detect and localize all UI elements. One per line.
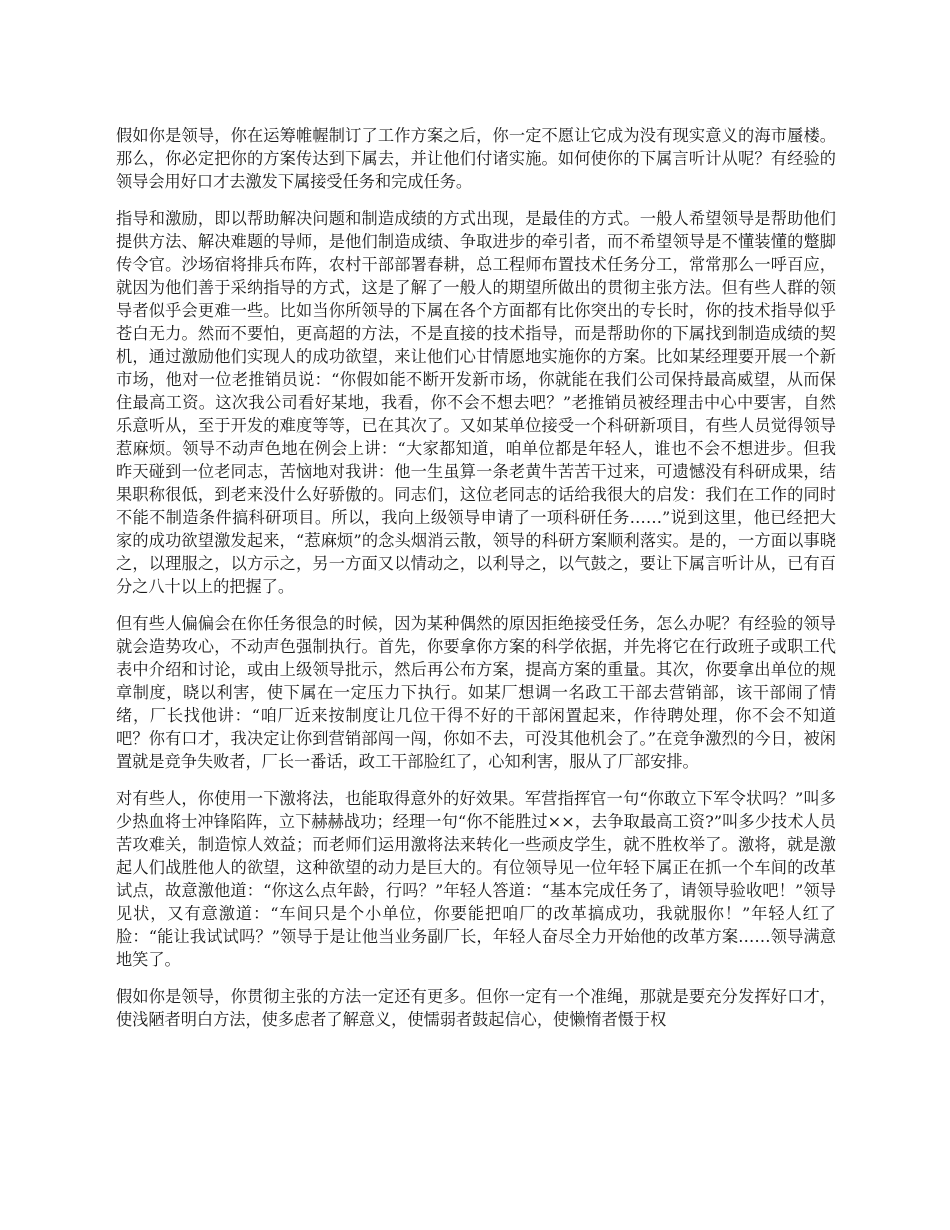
document-body xyxy=(116,124,836,1045)
paragraph-1: 假如你是领导，你在运筹帷幄制订了工作方案之后，你一定不愿让它成为没有现实意义的海市蜃楼。那么，你必定把你的方案传达到下属去，并让他们付诸实施。如何使你的下属言听计从呢？有经验的领导会用好口才去激发下属接受任务和完成任务。 xyxy=(116,126,836,191)
paragraph-5: 假如你是领导，你贯彻主张的方法一定还有更多。但你一定有一个准绳，那就是要充分发挥好口才，使浅陋者明白方法，使多虑者了解意义，使懦弱者鼓起信心，使懒惰者慑于权 xyxy=(116,987,836,1029)
paragraph-4: 对有些人，你使用一下激将法，也能取得意外的好效果。军营指挥官一句“你敢立下军令状吗？”叫多少热血将士冲锋陷阵，立下赫赫战功；经理一句“你不能胜过××，去争取最高工资?”叫多少技术人员苦攻难关，制造惊人效益；而老师们运用激将法来转化一些顽皮学生，就不胜枚举了。激将，就是激起人们战胜他人的欲望，这种欲望的动力是巨大的。有位领导见一位年轻下属正在抓一个车间的改革试点，故意激他道：“你这么点年龄，行吗？”年轻人答道：“基本完成任务了，请领导验收吧！”领导见状，又有意激道：“车间只是个小单位，你要能把咱厂的改革搞成功，我就服你！”年轻人红了脸：“能让我试试吗？”领导于是让他当业务副厂长，年轻人奋尽全力开始他的改革方案……领导满意地笑了。 xyxy=(116,789,836,969)
paragraph-3: 但有些人偏偏会在你任务很急的时候，因为某种偶然的原因拒绝接受任务，怎么办呢？有经验的领导就会造势攻心，不动声色强制执行。首先，你要拿你方案的科学依据，并先将它在行政班子或职工代表中介绍和讨论，或由上级领导批示，然后再公布方案，提高方案的重量。其次，你要拿出单位的规章制度，晓以利害，使下属在一定压力下执行。如某厂想调一名政工干部去营销部，该干部闹了情绪，厂长找他讲：“咱厂近来按制度让几位干得不好的干部闲置起来，作待聘处理，你不会不知道吧？你有口才，我决定让你到营销部闯一闯，你如不去，可没其他机会了。”在竞争激烈的今日，被闲置就是竞争失败者，厂长一番话，政工干部脸红了，心知利害，服从了厂部安排。 xyxy=(116,614,836,771)
paragraph-2: 指导和激励，即以帮助解决问题和制造成绩的方式出现，是最佳的方式。一般人希望领导是帮助他们提供方法、解决难题的导师，是他们制造成绩、争取进步的牵引者，而不希望领导是不懂装懂的蹩脚传令官。沙场宿将排兵布阵，农村干部部署春耕，总工程师布置技术任务分工，常常那么一呼百应，就因为他们善于采纳指导的方式，这是了解了一般人的期望所做出的贯彻主张方法。但有些人群的领导者似乎会更难一些。比如当你所领导的下属在各个方面都有比你突出的专长时，你的技术指导似乎苍白无力。然而不要怕，更高超的方法，不是直接的技术指导，而是帮助你的下属找到制造成绩的契机，通过激励他们实现人的成功欲望，来让他们心甘情愿地实施你的方案。比如某经理要开展一个新市场，他对一位老推销员说：“你假如能不断开发新市场，你就能在我们公司保持最高威望，从而保住最高工资。这次我公司看好某地，我看，你不会不想去吧？”老推销员被经理击中心中要害，自然乐意听从，至于开发的难度等等，已在其次了。又如某单位接受一个科研新项目，有些人员觉得领导惹麻烦。领导不动声色地在例会上讲：“大家都知道，咱单位都是年轻人，谁也不会不想进步。但我昨天碰到一位老同志，苦恼地对我讲：他一生虽算一条老黄牛苦苦干过来，可遗憾没有科研成果，结果职称很低，到老来没什么好骄傲的。同志们，这位老同志的话给我很大的启发：我们在工作的同时不能不制造条件搞科研项目。所以，我向上级领导申请了一项科研任务……”说到这里，他已经把大家的成功欲望激发起来，“惹麻烦”的念头烟消云散，领导的科研方案顺利落实。是的，一方面以事晓之，以理服之，以方示之，另一方面又以情动之，以利导之，以气鼓之，要让下属言听计从，已有百分之八十以上的把握了。 xyxy=(116,209,836,596)
